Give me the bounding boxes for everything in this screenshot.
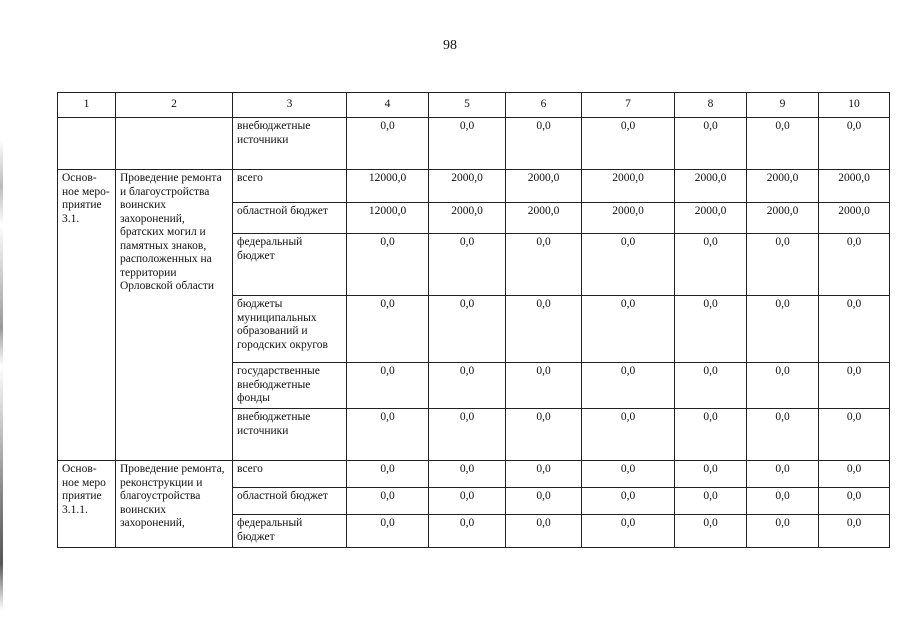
value-cell: 2000,0: [747, 203, 819, 234]
value-cell: 0,0: [747, 234, 819, 296]
value-cell: 0,0: [429, 363, 506, 409]
value-cell: 0,0: [675, 515, 747, 548]
scan-edge-artifact: [0, 140, 3, 610]
header-row: [58, 93, 890, 118]
value-cell: 2000,0: [582, 203, 675, 234]
value-cell: 0,0: [819, 515, 890, 548]
header-cell-9: 9: [747, 93, 819, 118]
value-cell: 0,0: [819, 363, 890, 409]
value-cell: 0,0: [819, 409, 890, 461]
value-cell: 0,0: [429, 118, 506, 170]
value-cell: 0,0: [506, 488, 582, 515]
value-cell: 2000,0: [675, 170, 747, 203]
measure-cell: Основ-ное меро приятие 3.1.1.: [58, 461, 116, 548]
header-cell-8: 8: [675, 93, 747, 118]
value-cell: 0,0: [675, 234, 747, 296]
table-row: [58, 170, 890, 203]
value-cell: 0,0: [819, 488, 890, 515]
description-cell: Проведение ремонта и благоустройства воинских захоронений, братских могил и памятных знаков, расположенных на территории Орловской области: [116, 170, 233, 461]
value-cell: 12000,0: [347, 170, 429, 203]
funding-source-cell: внебюджетные источники: [233, 118, 347, 170]
header-cell-4: 4: [347, 93, 429, 118]
value-cell: 2000,0: [506, 170, 582, 203]
header-cell-2: 2: [116, 93, 233, 118]
funding-source-cell: федеральный бюджет: [233, 234, 347, 296]
value-cell: 0,0: [347, 118, 429, 170]
value-cell: 2000,0: [429, 170, 506, 203]
empty-cell: [116, 118, 233, 170]
value-cell: 0,0: [506, 461, 582, 488]
value-cell: 0,0: [429, 461, 506, 488]
header-cell-10: 10: [819, 93, 890, 118]
value-cell: 0,0: [347, 363, 429, 409]
value-cell: 0,0: [429, 296, 506, 363]
value-cell: 0,0: [747, 363, 819, 409]
value-cell: 0,0: [347, 515, 429, 548]
value-cell: 0,0: [747, 118, 819, 170]
value-cell: 0,0: [675, 488, 747, 515]
value-cell: 0,0: [747, 461, 819, 488]
value-cell: 0,0: [347, 488, 429, 515]
funding-source-cell: всего: [233, 461, 347, 488]
value-cell: 0,0: [347, 409, 429, 461]
budget-table: [57, 92, 890, 548]
value-cell: 0,0: [429, 515, 506, 548]
value-cell: 0,0: [675, 363, 747, 409]
value-cell: 0,0: [582, 409, 675, 461]
value-cell: 2000,0: [675, 203, 747, 234]
value-cell: 0,0: [347, 461, 429, 488]
value-cell: 0,0: [747, 515, 819, 548]
value-cell: 0,0: [675, 296, 747, 363]
value-cell: 0,0: [582, 118, 675, 170]
empty-cell: [58, 118, 116, 170]
value-cell: 0,0: [582, 515, 675, 548]
value-cell: 2000,0: [429, 203, 506, 234]
funding-source-cell: федеральный бюджет: [233, 515, 347, 548]
value-cell: 0,0: [582, 363, 675, 409]
value-cell: 0,0: [582, 488, 675, 515]
funding-source-cell: областной бюджет: [233, 203, 347, 234]
value-cell: 0,0: [675, 461, 747, 488]
value-cell: 2000,0: [819, 203, 890, 234]
funding-source-cell: бюджеты муниципальных образований и городских округов: [233, 296, 347, 363]
value-cell: 2000,0: [819, 170, 890, 203]
value-cell: 0,0: [675, 118, 747, 170]
value-cell: 0,0: [582, 234, 675, 296]
value-cell: 0,0: [582, 296, 675, 363]
funding-source-cell: областной бюджет: [233, 488, 347, 515]
value-cell: 0,0: [675, 409, 747, 461]
value-cell: 0,0: [819, 234, 890, 296]
value-cell: 0,0: [429, 234, 506, 296]
funding-source-cell: государственные внебюджетные фонды: [233, 363, 347, 409]
value-cell: 0,0: [347, 234, 429, 296]
value-cell: 0,0: [819, 461, 890, 488]
measure-cell: Основ-ное меро-приятие 3.1.: [58, 170, 116, 461]
header-cell-3: 3: [233, 93, 347, 118]
header-cell-6: 6: [506, 93, 582, 118]
value-cell: 2000,0: [747, 170, 819, 203]
value-cell: 0,0: [347, 296, 429, 363]
value-cell: 0,0: [506, 234, 582, 296]
value-cell: 0,0: [819, 118, 890, 170]
value-cell: 0,0: [747, 488, 819, 515]
funding-source-cell: всего: [233, 170, 347, 203]
header-cell-7: 7: [582, 93, 675, 118]
value-cell: 0,0: [747, 409, 819, 461]
value-cell: 0,0: [429, 488, 506, 515]
description-cell: Проведение ремонта, реконструкции и благоустройства воинских захоронений,: [116, 461, 233, 548]
page-number: 98: [443, 38, 457, 53]
value-cell: 0,0: [582, 461, 675, 488]
value-cell: 0,0: [506, 515, 582, 548]
table-header: [58, 93, 890, 118]
table-row: [58, 461, 890, 488]
funding-source-cell: внебюджетные источники: [233, 409, 347, 461]
value-cell: 0,0: [506, 363, 582, 409]
value-cell: 12000,0: [347, 203, 429, 234]
table-row: [58, 118, 890, 170]
value-cell: 0,0: [506, 409, 582, 461]
value-cell: 0,0: [819, 296, 890, 363]
header-cell-1: 1: [58, 93, 116, 118]
header-cell-5: 5: [429, 93, 506, 118]
value-cell: 0,0: [506, 296, 582, 363]
value-cell: 0,0: [747, 296, 819, 363]
value-cell: 0,0: [429, 409, 506, 461]
table-body: [58, 118, 890, 548]
value-cell: 2000,0: [582, 170, 675, 203]
value-cell: 0,0: [506, 118, 582, 170]
value-cell: 2000,0: [506, 203, 582, 234]
